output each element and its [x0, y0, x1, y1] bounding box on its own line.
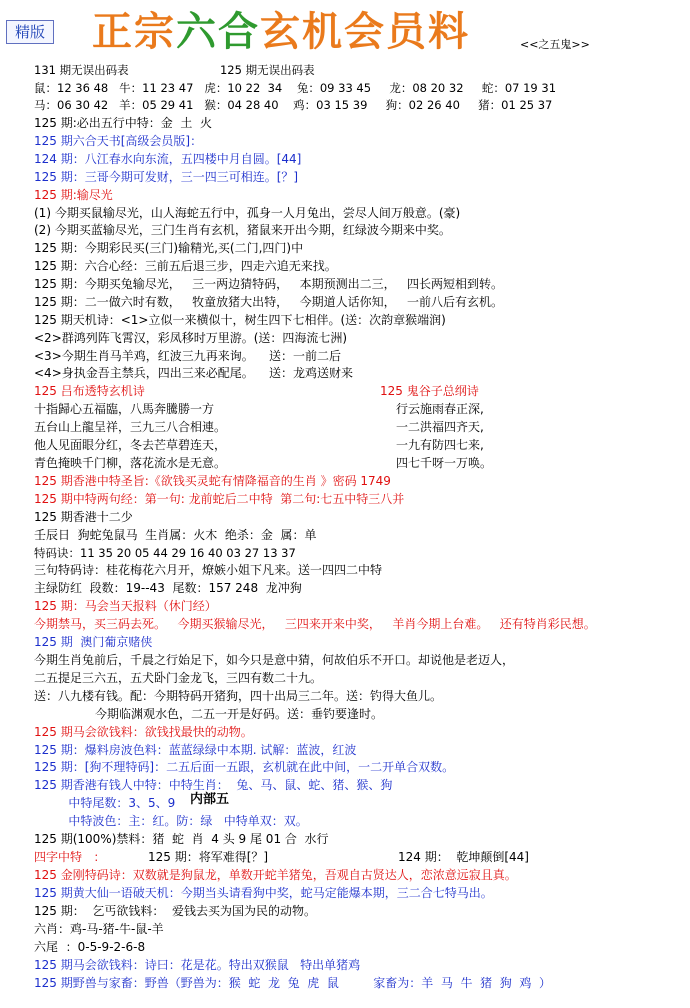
line-three-sentence: 三句特码诗：桂花梅花六月开，燎嫉小姐下凡来。送一四四二中特 — [34, 563, 383, 577]
line-forbidden-horse: 今期禁马，买三码去死。 今期买猴输尽光， 三四来开来中奖， 羊肖今期上台难。 还有特肖彩民想。 — [34, 617, 596, 631]
line-rabbit-front: 今期生肖兔前后，千晨之行始足下，如今只是意中猜，何故伯乐不开口。却说他是老迈人， — [34, 653, 515, 667]
line-beggar: 125 期： 乞丐欲钱料： 爱钱去买为国为民的动物。 — [34, 904, 316, 918]
line-item-1: (1) 今期买鼠输尽光，山人海蛇五行中，孤身一人月兔出，尝尽人间万般意。(豪) — [34, 206, 461, 220]
line-hk-twelve: 125 期香港十二少 — [34, 510, 133, 524]
line-eight-nine: 送：八九楼有钱。配：今期特码开猪狗，四十出局三二年。送：钓得大鱼儿。 — [34, 689, 443, 703]
line-fastest-animal: 125 期马会欲钱料：欲钱找最快的动物。 — [34, 725, 253, 739]
line-two-sentences: 125 期中特两句经：第一句: 龙前蛇后二中特 第二句:七五中特三八并 — [34, 492, 405, 506]
line-heaven-poem-4: <4>身执金吾主禁兵，四出三来必配尾。 送：龙鸡送财来 — [34, 366, 354, 380]
line-poem-a4: 青色掩映千门柳，落花流水是无意。 — [34, 456, 227, 470]
edition-badge: 精版 — [6, 20, 54, 44]
line-general: 125 期：将军难得[？] — [148, 850, 269, 864]
line-heaven-poem-3: <3>今期生肖马羊鸡，红波三九再来询。 送：一前二后 — [34, 349, 342, 363]
line-water-color: 今期临渊观水色，二五一开是好码。送：垂钓要逢时。 — [34, 707, 384, 721]
line-lvbu-title: 125 吕布透特玄机诗 — [34, 384, 145, 398]
title-part-1: 正宗 — [92, 8, 176, 55]
line-wong-tai-sin: 125 期黄大仙一语破天机：今期当头请看狗中奖，蛇马定能爆本期，三二合七特马出。 — [34, 886, 493, 900]
line-five-elements: 125 期:必出五行中特：金 土 火 — [34, 116, 213, 130]
line-inner-five: 内部五 — [190, 792, 230, 807]
line-renchen-day: 壬辰日 狗蛇兔鼠马 生肖属：火木 绝杀：金 属：单 — [34, 528, 317, 542]
line-wave-parity: 中特波色：主：红。防：绿 中特单双：双。 — [34, 814, 308, 828]
line-poem-a1: 十指歸心五福臨，八馬奔騰勝一方 — [34, 402, 215, 416]
line-wild-domestic: 125 期野兽与家畜：野兽（野兽为：猴 蛇 龙 兔 虎 鼠 家畜为：羊 马 牛 猪 狗 鸡 ） — [34, 976, 551, 990]
line-poem-b1: 行云施雨春正深, — [396, 402, 484, 416]
line-macau-gambler: 125 期 澳门葡京赌侠 — [34, 635, 153, 649]
line-jockey-report: 125 期：马会当天报料（休门经） — [34, 599, 217, 613]
line-zodiac-row-1: 鼠：12 36 48 牛：11 23 47 虎：10 22 34 兔：09 33 45 龙：08 20 32 蛇：07 19 31 — [34, 81, 557, 95]
title-part-3: 玄机 — [260, 8, 344, 55]
line-poem-b2: 一二洪福四齐天, — [396, 420, 484, 434]
line-124-reverse: 124 期： 乾坤颠倒[44] — [398, 850, 529, 864]
line-banned: 125 期(100%)禁料：猪 蛇 肖 4 头 9 尾 01 合 水行 — [34, 832, 329, 846]
line-poem-b3: 一九有防四七来, — [396, 438, 484, 452]
line-formula: 特码诀：11 35 20 05 44 29 16 40 03 27 13 37 — [34, 546, 296, 560]
page-subtitle: <<之五鬼>> — [520, 38, 590, 51]
title-part-2: 六合 — [176, 8, 260, 55]
line-lose-all: 125 期:输尽光 — [34, 188, 113, 202]
page-title — [92, 6, 470, 58]
line-heaven-poem-2: <2>群鸿列阵飞霄汉，彩凤移时万里游。(送：四海流七洲) — [34, 331, 348, 345]
line-zodiac-row-2: 马：06 30 42 羊：05 29 41 猴：04 28 40 鸡：03 15 39 狗：02 26 40 猪：01 25 37 — [34, 98, 553, 112]
line-draw-table-header: 131 期无误出码表 125 期无误出码表 — [34, 63, 315, 77]
line-two-one: 125 期：二一做六时有数， 牧童放猪大出特， 今期道人话你知， 一前八后有玄机。 — [34, 295, 504, 309]
title-part-4: 会员料 — [344, 8, 470, 55]
line-six-tail: 六尾 ：0-5-9-2-6-8 — [34, 940, 146, 954]
line-guiguzi-title: 125 鬼谷子总纲诗 — [380, 384, 479, 398]
line-tail-numbers: 中特尾数：3、5、9 — [34, 796, 176, 810]
line-poem-b4: 四七千呀一万唤。 — [396, 456, 493, 470]
line-six-zodiac: 六肖：鸡-马-猪-牛-鼠-羊 — [34, 922, 164, 936]
line-heart-sutra: 125 期：六合心经：三前五后退三步，四走六追无来找。 — [34, 259, 337, 273]
line-poem-a2: 五台山上龍呈祥，三九三八合相連。 — [34, 420, 227, 434]
line-125-brother: 125 期：三哥今期可发财，三一四三可相连。[？] — [34, 170, 299, 184]
line-124-result: 124 期：八江春水向东流，五四楼中月自圆。[44] — [34, 152, 302, 166]
line-poem-a3: 他人见面眼分红，冬去芒草碧连天， — [34, 438, 227, 452]
line-poem-flower: 125 期马会欲钱料：诗曰：花是花。特出双猴鼠 特出单猪鸡 — [34, 958, 361, 972]
line-rabbit-lose: 125 期：今期买兔输尽光， 三一两边猜特码， 本期预测出二三， 四长两短相到转。 — [34, 277, 504, 291]
line-three-gates: 125 期：今期彩民买(三门)输精光,买(二门,四门)中 — [34, 241, 304, 255]
line-four-char-label: 四字中特 ： — [34, 850, 106, 864]
line-heaven-book: 125 期六合天书[高级会员版]： — [34, 134, 203, 148]
line-heaven-poem-1: 125 期天机诗：<1>立似一来横似十，树生四下七相伴。(送：次韵章猴端润) — [34, 313, 446, 327]
line-rich-man: 125 期香港有钱人中特：中特生肖： 兔、马、鼠、蛇、猪、猴、狗 — [34, 778, 393, 792]
line-wave-color: 125 期：爆料房波色料：蓝蓝绿绿中本期. 试解：蓝波，红波 — [34, 743, 357, 757]
line-hk-edict: 125 期香港中特圣旨:《欲钱买灵蛇有情降福音的生肖 》密码 1749 — [34, 474, 391, 488]
line-green-red: 主绿防红 段数：19--43 尾数：157 248 龙冲狗 — [34, 581, 302, 595]
line-item-2: (2) 今期买蓝输尽光，三门生肖有玄机，猪鼠来开出今期，红绿波今期来中奖。 — [34, 223, 451, 237]
line-dog-code: 125 期：[狗不理特码]：二五后面一五跟，玄机就在此中间，一二开单合双数。 — [34, 760, 455, 774]
line-vajra-poem: 125 金刚特码诗：双数就是狗鼠龙，单数开蛇羊猪兔，吾观自古贤达人，恋浓意远寂且真。 — [34, 868, 517, 882]
line-two-five: 二五提足三六五，五犬卧门金龙飞，三四有数二十九。 — [34, 671, 323, 685]
